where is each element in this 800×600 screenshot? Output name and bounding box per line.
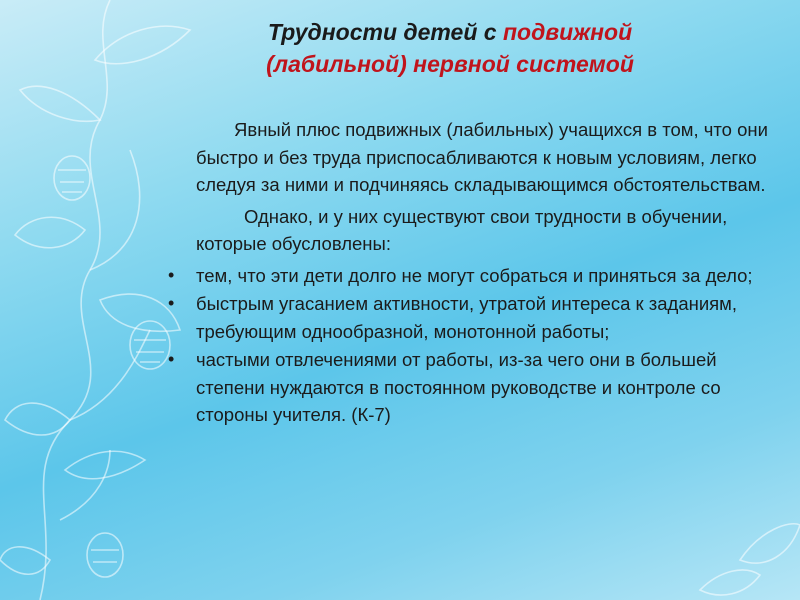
paragraph-2: [196, 203, 780, 258]
bullet-list: [160, 262, 780, 429]
title-accent-word: подвижной: [502, 19, 633, 45]
list-item-text: быстрым угасанием активности, утратой интереса к заданиям, требующим однообразной, монотонной работы;: [196, 293, 738, 342]
paragraph-2-text: Однако, и у них существуют свои трудности в обучении, которые обусловлены:: [196, 205, 728, 254]
list-item-text: тем, что эти дети долго не могут собраться и приняться за дело;: [196, 264, 753, 286]
paragraph-1-text: Явный плюс подвижных (лабильных) учащихся в том, что они быстро и без труда приспосабливаются к новым условиям, легко следуя за ними и подчиняясь складывающимся обстоятельствам.: [196, 119, 768, 195]
list-item: [160, 346, 780, 429]
list-item: [160, 290, 780, 345]
slide-body: [160, 116, 780, 430]
bullet-icon: •: [168, 264, 175, 285]
list-item: [160, 262, 780, 290]
paragraph-1: [196, 116, 780, 199]
title-accent-line: (лабильной) нервной системой: [266, 51, 634, 77]
slide-title: [150, 16, 750, 80]
bullet-icon: •: [168, 349, 175, 369]
title-part-plain: Трудности детей с: [267, 19, 503, 45]
bullet-icon: •: [168, 293, 175, 313]
list-item-text: частыми отвлечениями от работы, из-за чего они в большей степени нуждаются в постоянном руководстве и контроле со стороны учителя. (К-7): [196, 349, 721, 425]
